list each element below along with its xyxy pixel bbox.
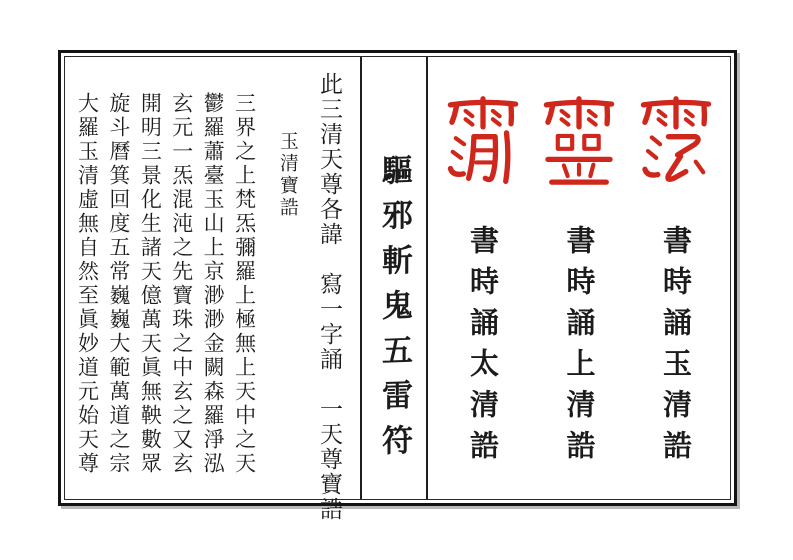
talisman-caption: 書時誦玉清誥 bbox=[659, 225, 691, 471]
taiqing-secret-name-glyph bbox=[444, 95, 522, 195]
yuqing-baogao-page bbox=[65, 57, 360, 522]
baogao-text-column: 鬱羅蕭臺玉山上京渺渺金闕森羅淨泓 bbox=[201, 92, 226, 476]
talisman-title-strip bbox=[360, 57, 428, 499]
baogao-text-column: 大羅玉清虛無自然至眞妙道元始天尊 bbox=[75, 92, 100, 476]
talisman-title: 驅邪斬鬼五雷符 bbox=[376, 153, 412, 470]
talisman-column-taiqing bbox=[435, 95, 531, 483]
talisman-caption: 書時誦太清誥 bbox=[466, 225, 498, 471]
yuqing-secret-name-glyph bbox=[637, 95, 715, 195]
talisman-column-yuqing bbox=[628, 95, 724, 483]
talisman-column-shangqing bbox=[531, 95, 627, 483]
section-title: 玉清寶誥 bbox=[276, 131, 298, 219]
talisman-page bbox=[428, 57, 730, 499]
talisman-caption: 書時誦上清誥 bbox=[562, 225, 595, 471]
baogao-text-column: 三界之上梵炁彌羅上極無上天中之天 bbox=[232, 92, 257, 476]
instruction-column: 此三清天尊各諱 寫一字誦 一天尊寶誥 bbox=[317, 72, 342, 522]
baogao-text-column: 開明三景化生諸天億萬天眞無鞅數眾 bbox=[138, 92, 163, 476]
baogao-text-column: 玄元一炁混沌之先寶珠之中玄之又玄 bbox=[169, 92, 194, 476]
page-frame bbox=[58, 50, 737, 522]
page-inner-frame bbox=[64, 56, 731, 522]
shangqing-secret-name-glyph bbox=[540, 95, 618, 195]
baogao-text-column: 旋斗曆箕回度五常巍巍大範萬道之宗 bbox=[106, 92, 131, 476]
